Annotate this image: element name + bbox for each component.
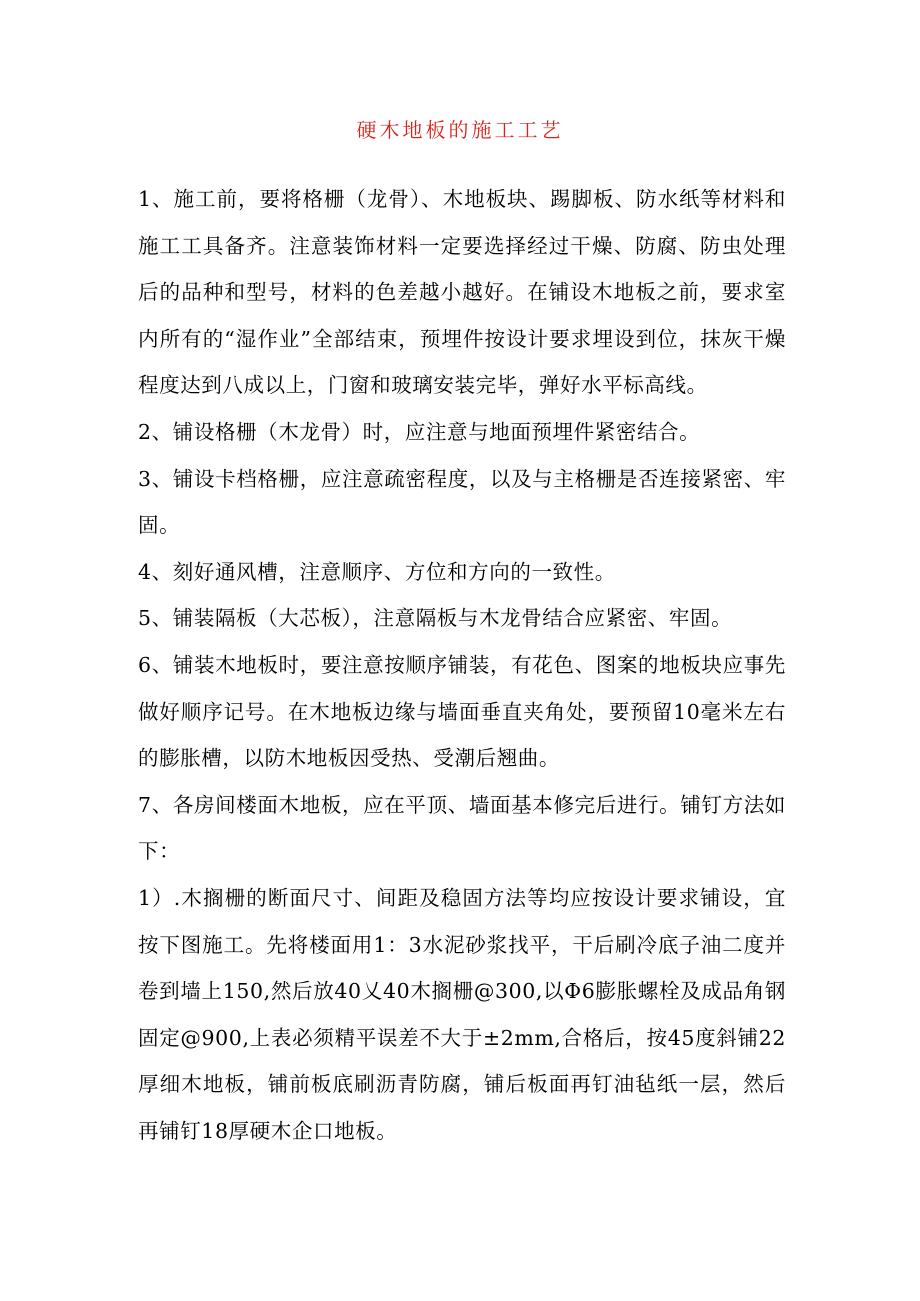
paragraph-5: 5、铺装隔板（大芯板），注意隔板与木龙骨结合应紧密、牢固。 [138,606,733,631]
paragraph-4: 4、刻好通风槽，注意顺序、方位和方向的一致性。 [138,559,616,584]
paragraph-3: 3、铺设卡档格栅，应注意疏密程度，以及与主格栅是否连接紧密、牢固。 [138,466,786,538]
document-title: 硬木地板的施工工艺 [356,118,564,142]
paragraph-7: 7、各房间楼面木地板，应在平顶、墙面基本修完后进行。铺钉方法如下： [138,792,786,864]
paragraph-1: 1、施工前，要将格栅（龙骨）、木地板块、踢脚板、防水纸等材料和施工工具备齐。注意装饰材料一定要选择经过干燥、防腐、防虫处理后的品种和型号，材料的色差越小越好。在铺设木地板之前，要求室内所有的“湿作业”全部结束，预埋件按设计要求埋设到位，抹灰干燥程度达到八成以上，门窗和玻璃安装完毕，弹好水平标高线。 [138,187,786,398]
paragraph-6: 6、铺装木地板时，要注意按顺序铺装，有花色、图案的地板块应事先做好顺序记号。在木地板边缘与墙面垂直夹角处，要预留10毫米左右的膨胀槽，以防木地板因受热、受潮后翘曲。 [138,652,786,771]
document-body [138,176,786,1154]
paragraph-7-1: 1）.木搁栅的断面尺寸、间距及稳固方法等均应按设计要求铺设，宜按下图施工。先将楼面用1：3水泥砂浆找平，干后刷冷底子油二度并卷到墙上150,然后放40乂40木搁栅@300,以Φ6膨胀螺栓及成品角钢固定@900,上表必须精平误差不大于±2mm,合格后，按45度斜铺22厚细木地板，铺前板底刷沥青防腐，铺后板面再钉油毡纸一层，然后再铺钉18厚硬木企口地板。 [138,885,786,1143]
paragraph-2: 2、铺设格栅（木龙骨）时，应注意与地面预埋件紧密结合。 [138,419,701,444]
